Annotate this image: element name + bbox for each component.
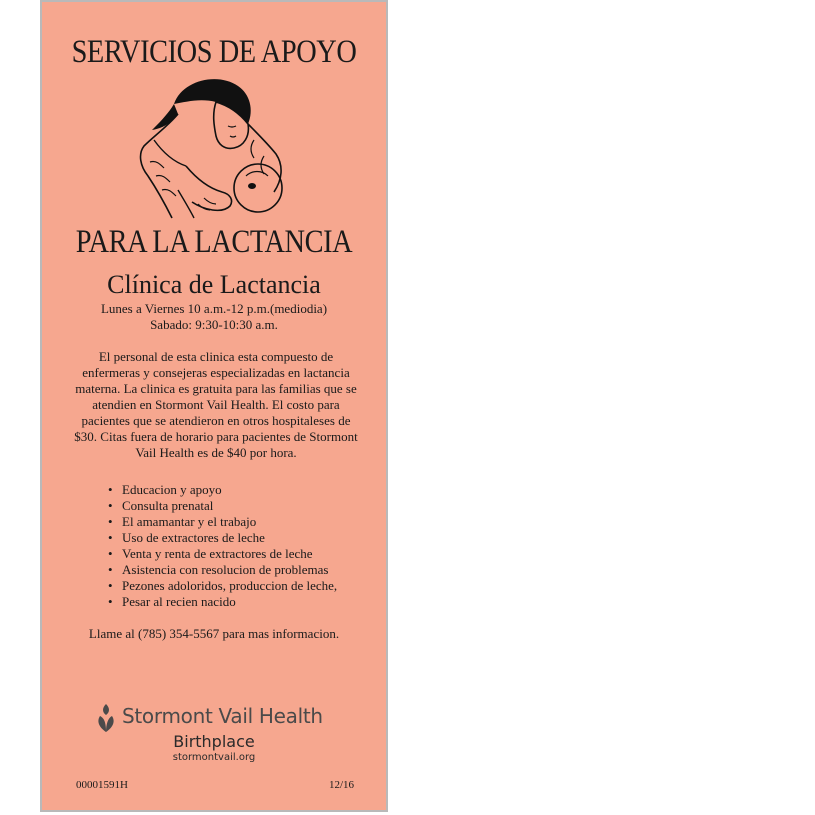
- clinic-description: El personal de esta clinica esta compuesto de enfermeras y consejeras especializadas en lactancia materna. La clinica es gratuita para las familias que se atendien en Stormont Vail Health. El costo para pacientes que se atendieron en otros hospitaleses de $30. Citas fuera de horario para pacientes de Stormont Vail Health es de $40 por hora.: [74, 349, 358, 460]
- brand-name: Stormont Vail Health: [122, 704, 323, 728]
- hours-saturday: Sabado: 9:30-10:30 a.m.: [150, 317, 278, 332]
- hours-weekday: Lunes a Viernes 10 a.m.-12 p.m.(mediodia): [100, 301, 328, 316]
- bullet-icon: •: [108, 562, 113, 577]
- bullet-icon: •: [108, 498, 113, 513]
- contact-phone-text: Llame al (785) 354-5567 para mas informacion.: [88, 626, 340, 641]
- mother-breastfeeding-illustration: [134, 70, 294, 222]
- list-item: • Pezones adoloridos, produccion de leche,: [108, 578, 338, 593]
- bullet-icon: •: [108, 482, 113, 497]
- services-list: [108, 482, 337, 610]
- bullet-icon: •: [108, 578, 113, 593]
- clinic-hours: [42, 301, 386, 333]
- list-item: • Venta y renta de extractores de leche: [108, 546, 313, 561]
- stormont-vail-logo-mark-icon: [94, 702, 118, 734]
- list-item: • Pesar al recien nacido: [108, 594, 236, 609]
- website-text: stormontvail.org: [172, 752, 256, 763]
- list-item: • Educacion y apoyo: [108, 482, 222, 497]
- list-item: • Asistencia con resolucion de problemas: [108, 562, 329, 577]
- bullet-icon: •: [108, 530, 113, 545]
- document-code: 00001591H: [76, 779, 128, 791]
- list-item: • Uso de extractores de leche: [108, 530, 265, 545]
- clinic-title: Clínica de Lactancia: [107, 270, 321, 299]
- bullet-icon: •: [108, 546, 113, 561]
- list-item: • El amamantar y el trabajo: [108, 514, 257, 529]
- document-date: 12/16: [328, 779, 354, 791]
- list-item: • Consulta prenatal: [108, 498, 214, 513]
- brand-subtitle: Birthplace: [173, 732, 255, 751]
- bullet-icon: •: [108, 594, 113, 609]
- brochure-card: [40, 0, 388, 812]
- headline-bottom: PARA LA LACTANCIA: [75, 224, 353, 260]
- bullet-icon: •: [108, 514, 113, 529]
- headline-top: SERVICIOS DE APOYO: [71, 34, 357, 70]
